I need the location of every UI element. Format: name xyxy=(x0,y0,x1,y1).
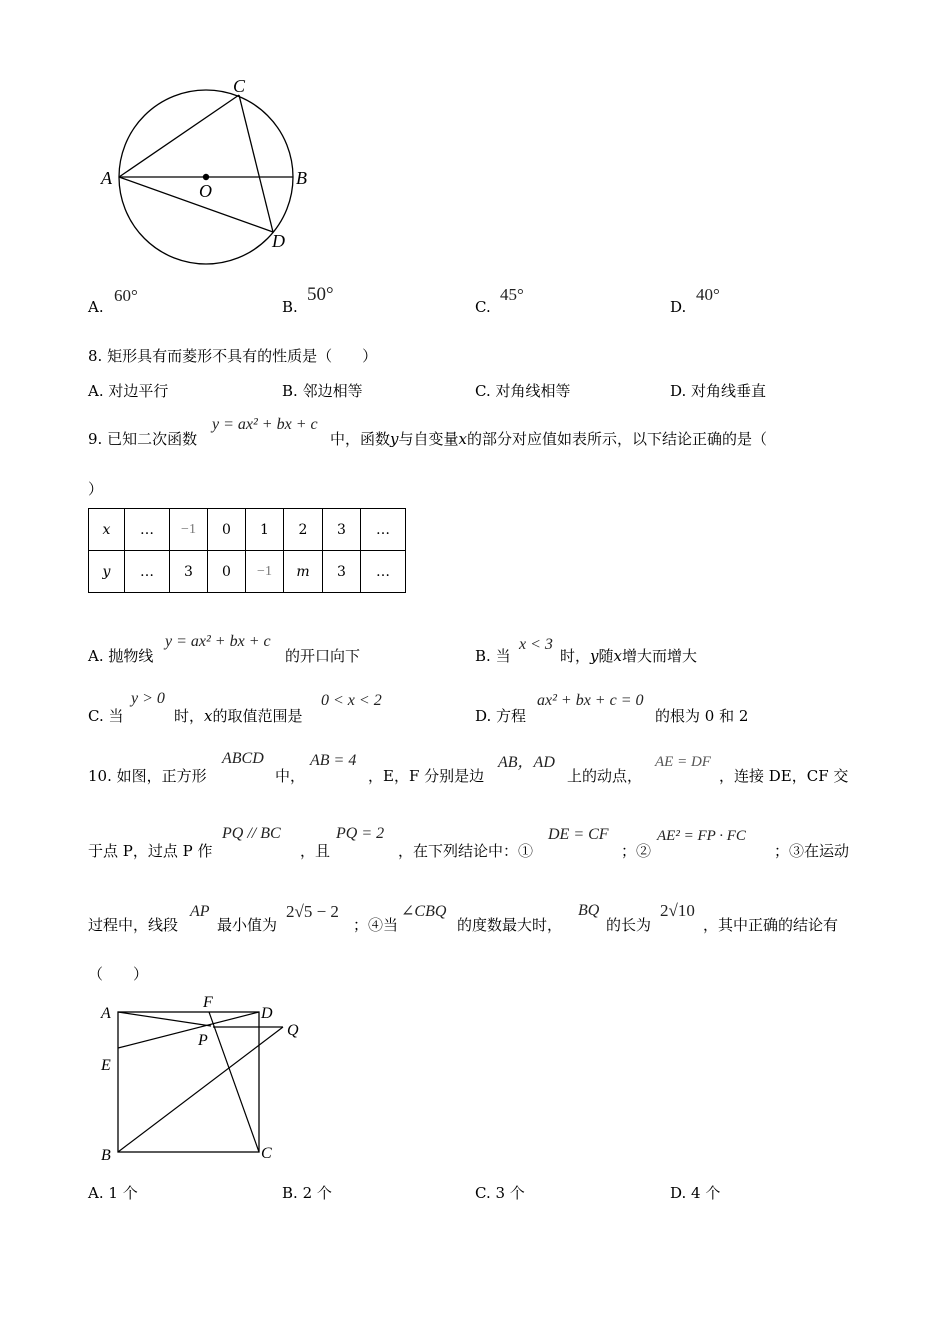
q9-option-c-expr2: 0 < x < 2 xyxy=(321,692,382,709)
chord-ac xyxy=(119,95,239,177)
option-letter: B. xyxy=(475,647,491,665)
q10-l3-mid: ；④当 xyxy=(353,916,399,934)
option-letter: D. xyxy=(670,1184,687,1202)
q10-l1-pre: 10. 如图，正方形 xyxy=(88,767,207,785)
q10-l2-pq2: PQ = 2 xyxy=(336,825,385,842)
table-cell: x xyxy=(89,509,125,551)
option-text: 1 个 xyxy=(108,1184,138,1202)
option-letter: A. xyxy=(88,298,104,316)
q9-option-a-expr: y = ax² + bx + c xyxy=(165,633,271,650)
option-letter: C. xyxy=(88,707,104,725)
q8-option-c[interactable] xyxy=(475,380,571,401)
q10-l1-ef: ，E，F 分别是边 xyxy=(368,767,485,785)
table-cell: 0 xyxy=(208,551,246,593)
q10-l1-post: ，连接 DE，CF 交 xyxy=(719,767,849,785)
table-cell: … xyxy=(125,551,170,593)
option-letter: C. xyxy=(475,382,491,400)
option-letter: D. xyxy=(670,382,687,400)
option-letter: C. xyxy=(475,1184,491,1202)
label-q: Q xyxy=(287,1022,299,1039)
option-text: 4 个 xyxy=(691,1184,721,1202)
q10-l4: （ ） xyxy=(88,965,149,983)
var-y: y xyxy=(390,430,399,448)
q9-option-c[interactable] xyxy=(88,705,124,726)
label-a: A xyxy=(101,1005,111,1022)
option-letter: B. xyxy=(282,382,298,400)
q9-option-a-post: 的开口向下 xyxy=(285,647,361,665)
q10-l3-min: 最小值为 xyxy=(217,916,278,934)
option-text: 随 xyxy=(598,647,614,665)
q9-stem-expr: y = ax² + bx + c xyxy=(212,416,318,433)
option-text: 方程 xyxy=(496,707,527,725)
q8-option-d[interactable] xyxy=(670,380,766,401)
q10-l3-ap: AP xyxy=(190,903,210,920)
option-text: 抛物线 xyxy=(108,647,154,665)
q9-option-b[interactable] xyxy=(475,645,511,666)
stem-text: 中，函数 xyxy=(330,430,391,448)
option-letter: B. xyxy=(282,1184,298,1202)
q10-l1-dong: 上的动点， xyxy=(567,767,643,785)
q10-l2-pre: 于点 P，过点 P 作 xyxy=(88,842,213,860)
table-row xyxy=(89,509,406,551)
table-cell: 3 xyxy=(170,551,208,593)
q7-option-b-value: 50° xyxy=(307,284,334,305)
q9-option-d[interactable] xyxy=(475,705,526,726)
q10-l3-val2: 2√10 xyxy=(660,901,695,920)
q7-option-d-value: 40° xyxy=(696,285,720,304)
q10-l1-abad: AB，AD xyxy=(498,754,555,771)
option-letter: C. xyxy=(475,298,491,316)
q7-option-a[interactable] xyxy=(88,298,104,316)
q10-option-c[interactable] xyxy=(475,1182,525,1203)
option-letter: B. xyxy=(282,298,298,316)
q9-option-d-expr: ax² + bx + c = 0 xyxy=(537,692,644,709)
var-y: y xyxy=(590,647,599,665)
q10-l1-abcd: ABCD xyxy=(222,750,264,767)
label-c: C xyxy=(261,1145,272,1162)
label-d: D xyxy=(272,231,285,251)
square-abcd xyxy=(118,1012,259,1152)
segment-fc xyxy=(209,1012,259,1152)
q10-l2-dece: DE = CF xyxy=(548,826,609,843)
table-cell: y xyxy=(89,551,125,593)
option-text: 当 xyxy=(108,707,124,725)
q7-option-c[interactable] xyxy=(475,298,491,316)
table-cell: 2 xyxy=(284,509,323,551)
option-text: 时， xyxy=(560,647,591,665)
q10-l3-pre: 过程中，线段 xyxy=(88,916,179,934)
q10-l3-len: 的长为 xyxy=(606,916,652,934)
option-letter: D. xyxy=(670,298,687,316)
q9-option-c-post xyxy=(174,705,303,726)
option-text: 对角线垂直 xyxy=(691,382,767,400)
q10-l2-ae2: AE² = FP · FC xyxy=(657,828,746,844)
q10-l3-deg: 的度数最大时， xyxy=(457,916,563,934)
option-text: 2 个 xyxy=(302,1184,332,1202)
var-x: x xyxy=(458,430,467,448)
stem-text: 与自变量 xyxy=(398,430,459,448)
q9-value-table xyxy=(88,508,406,593)
q10-square-figure xyxy=(95,990,315,1170)
table-cell: −1 xyxy=(170,509,208,551)
table-cell: 3 xyxy=(323,551,361,593)
q10-l1-ab4: AB = 4 xyxy=(310,752,357,769)
q10-l2-pqbc: PQ // BC xyxy=(222,825,281,842)
label-b: B xyxy=(296,168,307,188)
q10-l1-aedf: AE = DF xyxy=(655,754,711,770)
q10-l2-mid: ，在下列结论中：① xyxy=(398,842,534,860)
option-text: 邻边相等 xyxy=(302,382,363,400)
segment-de xyxy=(118,1012,259,1048)
option-letter: A. xyxy=(88,382,104,400)
option-letter: A. xyxy=(88,647,104,665)
chord-ad xyxy=(119,177,273,232)
label-e: E xyxy=(101,1057,111,1074)
q10-l3-bq: BQ xyxy=(578,902,600,919)
table-row xyxy=(89,551,406,593)
label-c: C xyxy=(233,76,246,96)
var-x: x xyxy=(204,707,213,725)
option-text: 对角线相等 xyxy=(495,382,571,400)
label-d: D xyxy=(261,1005,273,1022)
var-x: x xyxy=(613,647,622,665)
option-text: 对边平行 xyxy=(108,382,169,400)
option-text: 3 个 xyxy=(495,1184,525,1202)
q7-option-b[interactable] xyxy=(282,298,298,316)
table-cell: … xyxy=(361,551,406,593)
q10-l1-zhong: 中， xyxy=(275,767,306,785)
table-cell: … xyxy=(125,509,170,551)
option-text: 增大而增大 xyxy=(621,647,697,665)
option-letter: A. xyxy=(88,1184,104,1202)
label-b: B xyxy=(101,1147,111,1164)
q8-option-a[interactable] xyxy=(88,380,168,401)
label-f: F xyxy=(203,994,213,1011)
q10-l3-post: ，其中正确的结论有 xyxy=(703,916,839,934)
table-cell: … xyxy=(361,509,406,551)
label-p: P xyxy=(198,1032,208,1049)
q10-l2-qie: ，且 xyxy=(300,842,331,860)
option-text: 当 xyxy=(495,647,511,665)
q8-stem: 8. 矩形具有而菱形不具有的性质是（ ） xyxy=(88,347,378,365)
q10-l3-val: 2√5 − 2 xyxy=(286,902,339,921)
q7-option-d[interactable] xyxy=(670,298,686,316)
q10-option-d[interactable] xyxy=(670,1182,720,1203)
table-cell: m xyxy=(284,551,323,593)
q7-option-a-value: 60° xyxy=(114,286,138,305)
q9-option-b-post xyxy=(560,645,697,666)
q9-option-b-expr: x < 3 xyxy=(519,636,553,653)
q7-circle-figure xyxy=(95,70,335,280)
q10-option-b[interactable] xyxy=(282,1182,332,1203)
q10-option-a[interactable] xyxy=(88,1182,138,1203)
table-cell: 1 xyxy=(246,509,284,551)
q7-option-c-value: 45° xyxy=(500,285,524,304)
stem-text: 的部分对应值如表所示，以下结论正确的是（ xyxy=(466,430,767,448)
segment-ap xyxy=(118,1012,211,1026)
label-a: A xyxy=(101,168,112,188)
q9-option-a[interactable] xyxy=(88,645,153,666)
option-letter: D. xyxy=(475,707,492,725)
q9-option-c-expr: y > 0 xyxy=(131,690,165,707)
table-cell: 3 xyxy=(323,509,361,551)
q9-stem-close: ） xyxy=(88,480,104,498)
q9-stem-rest xyxy=(330,428,767,449)
q9-option-d-post: 的根为 0 和 2 xyxy=(655,707,749,725)
label-o: O xyxy=(199,181,212,201)
table-cell: 0 xyxy=(208,509,246,551)
q10-l3-cbq: ∠CBQ xyxy=(401,903,447,920)
option-text: 的取值范围是 xyxy=(212,707,303,725)
q10-l2-post: ；③在运动 xyxy=(774,842,850,860)
table-cell: −1 xyxy=(246,551,284,593)
option-text: 时， xyxy=(174,707,205,725)
q10-l2-semi2: ；② xyxy=(621,842,652,860)
q8-option-b[interactable] xyxy=(282,380,363,401)
q9-stem-pre: 9. 已知二次函数 xyxy=(88,430,198,448)
center-dot xyxy=(203,174,209,180)
